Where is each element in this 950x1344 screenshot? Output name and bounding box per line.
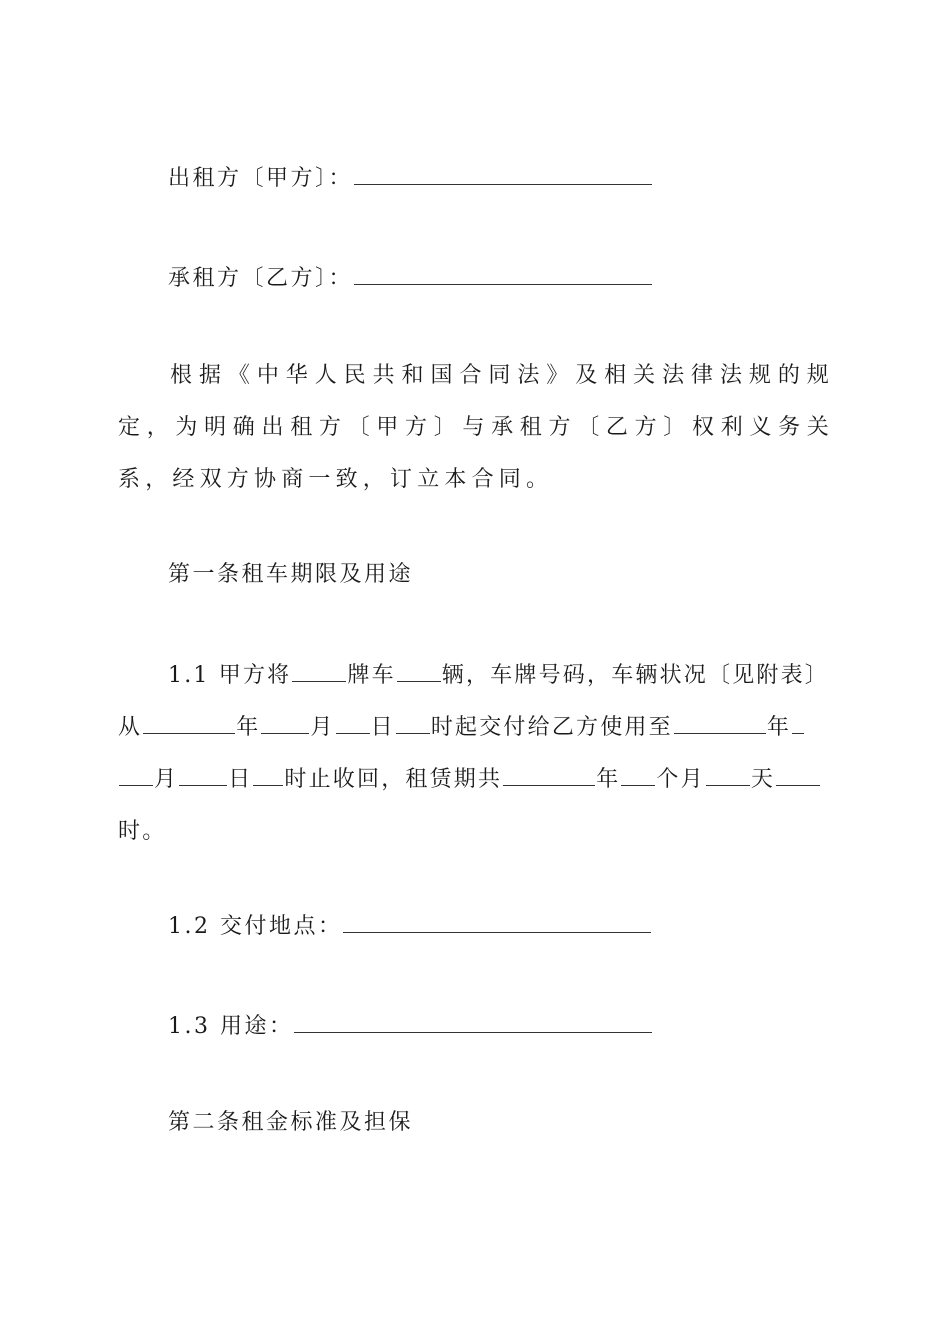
clause-text: 日 bbox=[370, 715, 395, 740]
party-b-label: 承租方〔乙方〕： bbox=[168, 266, 354, 291]
clause-text: 个月 bbox=[656, 767, 705, 792]
clause-text: 时。 bbox=[118, 819, 167, 844]
blank bbox=[792, 711, 804, 734]
clause-text: 月 bbox=[154, 767, 179, 792]
party-a-blank bbox=[354, 162, 652, 185]
clause-text: 从 bbox=[118, 715, 143, 740]
party-a-label: 出租方〔甲方〕： bbox=[168, 166, 354, 191]
blank bbox=[776, 763, 820, 786]
clause-1-2-line bbox=[168, 910, 888, 942]
blank bbox=[396, 711, 430, 734]
blank bbox=[119, 763, 153, 786]
clause-text: 时止收回，租赁期共 bbox=[284, 767, 503, 792]
clause-text: 牌车 bbox=[347, 663, 396, 688]
blank bbox=[336, 711, 370, 734]
party-b-line bbox=[168, 262, 888, 294]
blank bbox=[292, 659, 346, 682]
blank bbox=[621, 763, 655, 786]
article-2-title: 第二条租金标准及担保 bbox=[168, 1110, 414, 1135]
clause-1-1-row-1 bbox=[118, 650, 834, 702]
blank bbox=[143, 711, 235, 734]
clause-1-1 bbox=[118, 650, 834, 858]
clause-1-1-row-4 bbox=[118, 806, 834, 858]
blank bbox=[397, 659, 441, 682]
clause-text: 日 bbox=[228, 767, 253, 792]
clause-1-1-row-3 bbox=[118, 754, 834, 806]
blank bbox=[179, 763, 227, 786]
clause-text: 月 bbox=[310, 715, 335, 740]
clause-text: 年 bbox=[766, 715, 792, 740]
clause-1-1-row-2 bbox=[118, 702, 834, 754]
clause-text: 年 bbox=[596, 767, 621, 792]
clause-1-2-label: 1.2 交付地点： bbox=[168, 914, 343, 939]
clause-text: 1.1 甲方将 bbox=[168, 663, 292, 688]
clause-1-3-label: 1.3 用途： bbox=[168, 1014, 294, 1039]
clause-text: 年 bbox=[236, 715, 261, 740]
party-a-line bbox=[168, 162, 888, 194]
clause-text: 天 bbox=[750, 767, 776, 792]
party-b-blank bbox=[354, 262, 652, 285]
blank bbox=[261, 711, 309, 734]
purpose-blank bbox=[294, 1010, 652, 1033]
clause-1-3-line bbox=[168, 1010, 888, 1042]
clause-text: 时起交付给乙方使用至 bbox=[430, 715, 673, 740]
blank bbox=[253, 763, 283, 786]
blank bbox=[503, 763, 595, 786]
delivery-location-blank bbox=[343, 910, 651, 933]
preamble-paragraph: 根据《中华人民共和国合同法》及相关法律法规的规定，为明确出租方〔甲方〕与承租方〔乙方〕权利义务关系，经双方协商一致，订立本合同。 bbox=[118, 363, 834, 492]
blank bbox=[706, 763, 750, 786]
clause-text: 辆，车牌号码，车辆状况〔见附表〕 bbox=[441, 663, 829, 688]
blank bbox=[674, 711, 766, 734]
article-1-title: 第一条租车期限及用途 bbox=[168, 562, 414, 587]
